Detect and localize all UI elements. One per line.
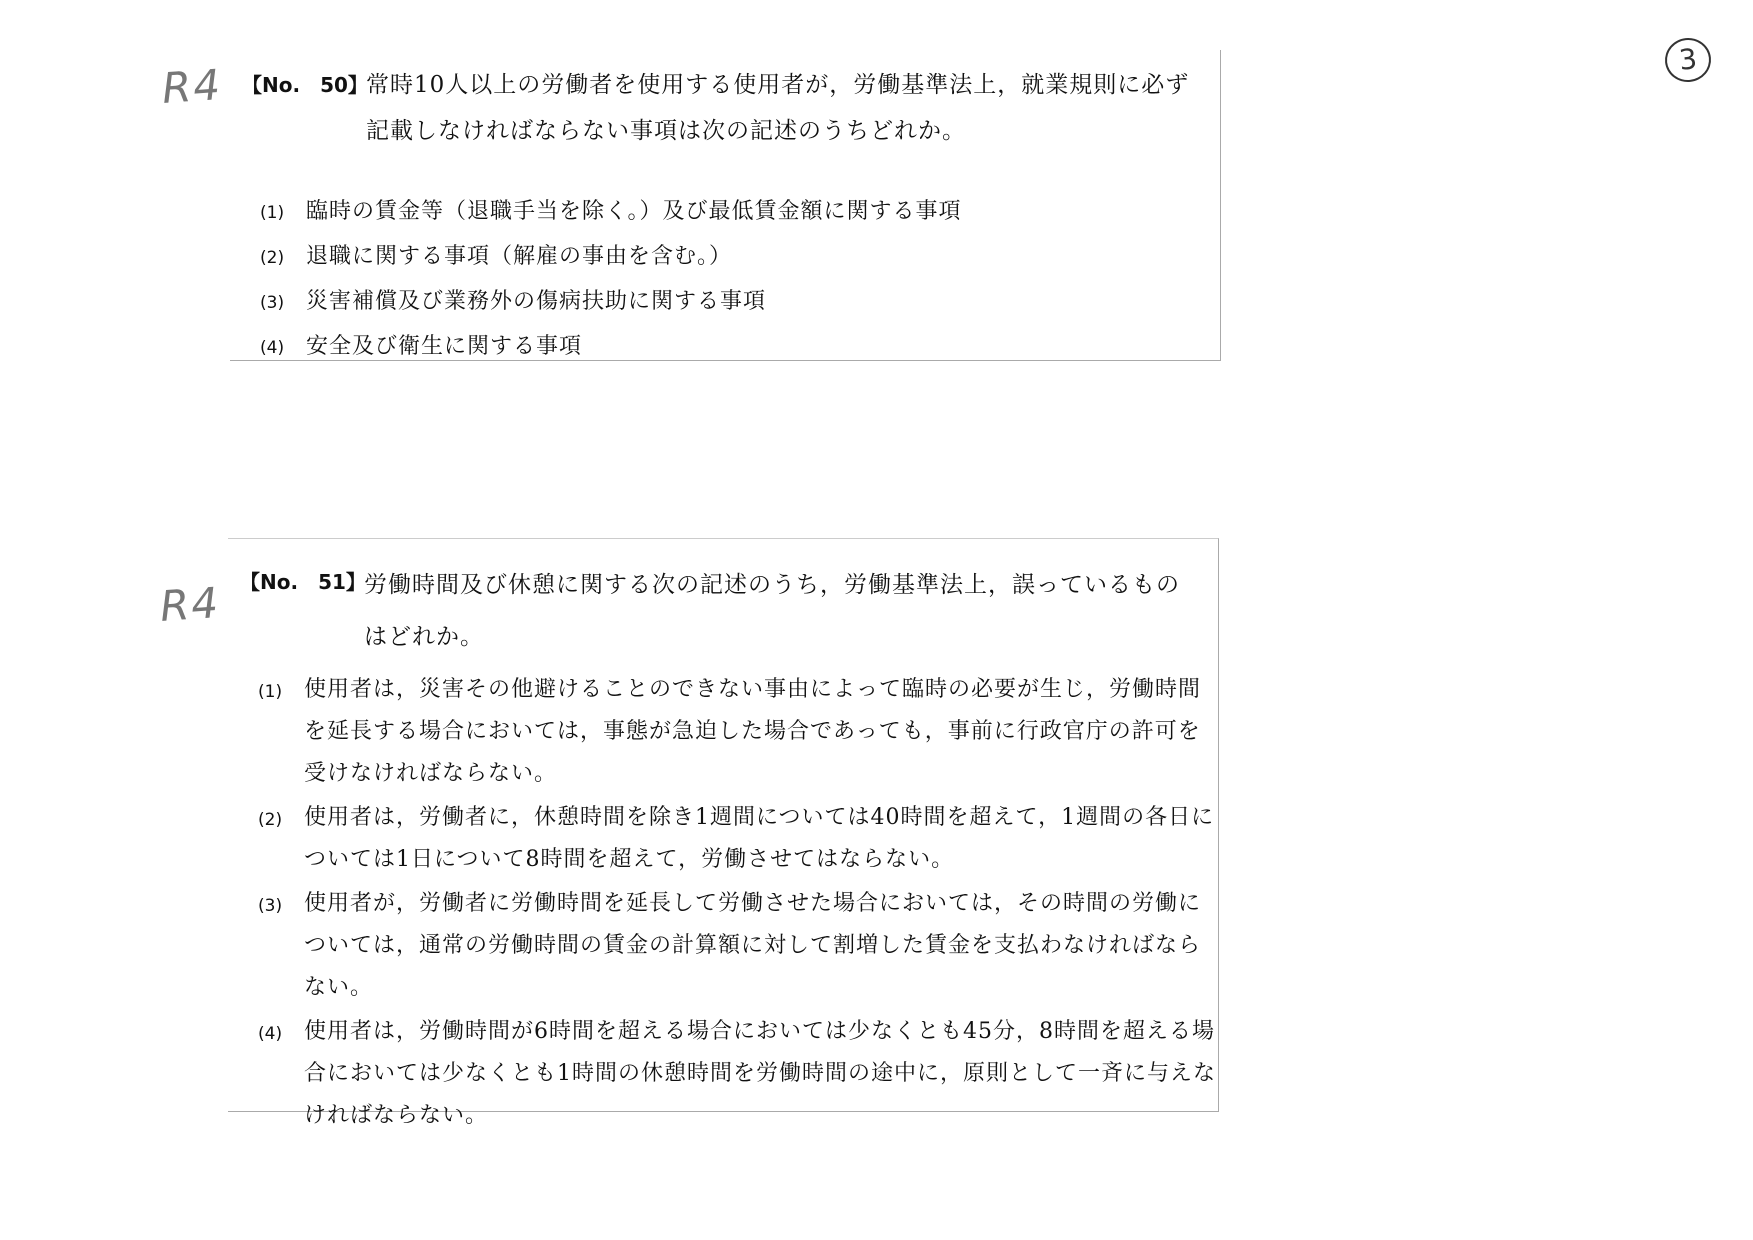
option-item — [260, 325, 1220, 370]
option-text: 使用者は，労働者に，休憩時間を除き1週間については40時間を超えて，1週間の各日については1日について8時間を超えて，労働させてはならない。 — [304, 805, 1215, 872]
option-number: (4) — [258, 1024, 283, 1044]
option-list — [258, 669, 1218, 1139]
option-item — [258, 1011, 1218, 1137]
page-number: 3 — [1663, 36, 1713, 85]
option-number: (2) — [258, 810, 283, 830]
handwritten-note: R4 — [160, 59, 224, 114]
question-51 — [228, 538, 1219, 1128]
option-text: 使用者は，災害その他避けることのできない事由によって臨時の必要が生じ，労働時間を延長する場合においては，事態が急迫した場合であっても，事前に行政官庁の許可を受けなければならない。 — [304, 677, 1202, 786]
option-number: (3) — [258, 896, 283, 916]
option-number: (2) — [260, 248, 285, 268]
option-item — [260, 190, 1220, 235]
option-number: (1) — [258, 682, 283, 702]
option-number: (1) — [260, 203, 285, 223]
question-stem — [242, 62, 1212, 154]
question-number: 【No. 51】 — [240, 570, 366, 594]
option-item — [258, 797, 1218, 881]
option-text: 退職に関する事項（解雇の事由を含む。） — [306, 244, 733, 269]
handwritten-note: R4 — [158, 577, 222, 632]
question-text: 労働時間及び休憩に関する次の記述のうち，労働基準法上，誤っているものはどれか。 — [364, 572, 1180, 650]
option-number: (3) — [260, 293, 285, 313]
option-number: (4) — [260, 338, 285, 358]
option-text: 安全及び衛生に関する事項 — [306, 334, 583, 359]
option-item — [258, 883, 1218, 1009]
option-text: 使用者が，労働者に労働時間を延長して労働させた場合においては，その時間の労働については，通常の労働時間の賃金の計算額に対して割増した賃金を支払わなければならない。 — [304, 891, 1202, 1000]
option-text: 使用者は，労働時間が6時間を超える場合においては少なくとも45分，8時間を超える場合においては少なくとも1時間の休憩時間を労働時間の途中に，原則として一斉に与えなければならない。 — [304, 1019, 1216, 1128]
option-list — [260, 190, 1220, 370]
question-stem — [240, 559, 1210, 663]
option-text: 災害補償及び業務外の傷病扶助に関する事項 — [306, 289, 767, 314]
option-item — [258, 669, 1218, 795]
option-item — [260, 235, 1220, 280]
question-number: 【No. 50】 — [242, 73, 368, 97]
option-text: 臨時の賃金等（退職手当を除く。）及び最低賃金額に関する事項 — [306, 199, 962, 224]
option-item — [260, 280, 1220, 325]
question-50 — [230, 50, 1221, 361]
question-text: 常時10人以上の労働者を使用する使用者が，労働基準法上，就業規則に必ず記載しなければならない事項は次の記述のうちどれか。 — [366, 72, 1190, 144]
